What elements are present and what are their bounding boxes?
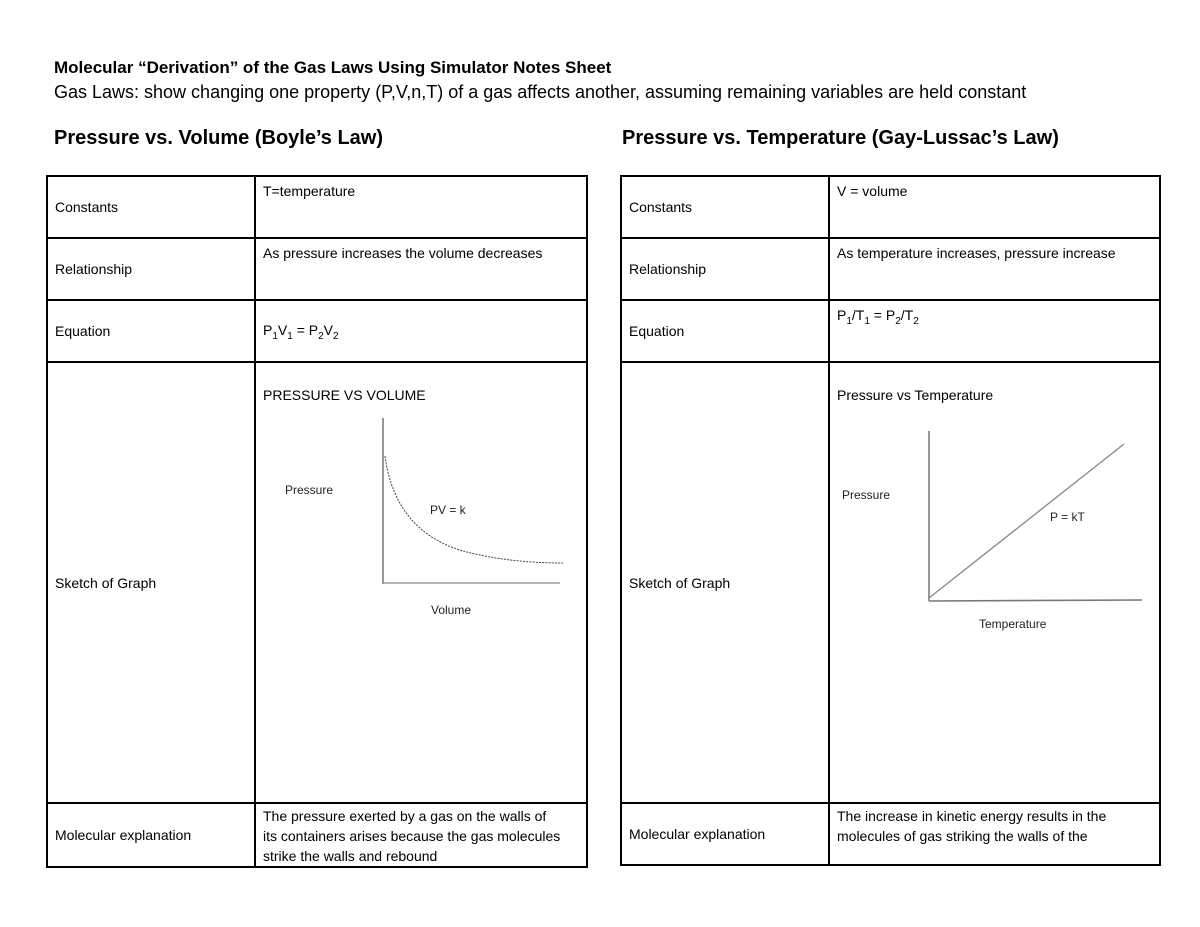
explanation-line: strike the walls and rebound [263, 848, 438, 864]
explanation-value [255, 803, 587, 867]
equation-label: Equation [621, 300, 829, 362]
equation-part: P [263, 321, 273, 338]
equation-subscript: 1 [272, 330, 278, 342]
constants-value: V = volume [829, 176, 1160, 238]
graph-label: Sketch of Graph [621, 362, 829, 803]
constants-row [47, 176, 587, 238]
graph-title: PRESSURE VS VOLUME [263, 387, 426, 403]
explanation-line: The pressure exerted by a gas on the walls of [263, 808, 547, 824]
equation-row [621, 300, 1160, 362]
relationship-value: As pressure increases the volume decreases [255, 238, 587, 300]
curve-label: P = kT [1050, 510, 1085, 524]
graph-row [47, 362, 587, 803]
equation-part: /T [900, 307, 914, 323]
constants-row [621, 176, 1160, 238]
equation-part: /T [851, 307, 865, 323]
constants-label: Constants [47, 176, 255, 238]
equation-value [829, 300, 1160, 362]
explanation-value [829, 803, 1160, 865]
explanation-label: Molecular explanation [621, 803, 829, 865]
boyle-graph-sketch [263, 406, 583, 666]
equation-subscript: 2 [895, 316, 901, 327]
equation-part: V [323, 321, 334, 338]
equation-part: = P [292, 321, 319, 338]
explanation-row [47, 803, 587, 867]
graph-cell [255, 362, 587, 803]
pt-line [929, 444, 1124, 598]
relationship-label: Relationship [47, 238, 255, 300]
equation-value [255, 300, 587, 362]
constants-value: T=temperature [255, 176, 587, 238]
equation-row [47, 300, 587, 362]
x-axis-label: Volume [431, 603, 472, 617]
graph-row [621, 362, 1160, 803]
equation-subscript: 2 [333, 330, 339, 342]
explanation-label: Molecular explanation [47, 803, 255, 867]
gay-lussac-graph-sketch [837, 406, 1157, 676]
equation-subscript: 2 [913, 316, 919, 327]
relationship-row [47, 238, 587, 300]
curve-label: PV = k [430, 503, 466, 517]
relationship-value: As temperature increases, pressure increase [829, 238, 1160, 300]
gay-lussac-notes-table [620, 175, 1161, 866]
explanation-line: The increase in kinetic energy results in the [837, 808, 1107, 824]
equation-part: V [277, 321, 288, 338]
gay-lussac-section-heading: Pressure vs. Temperature (Gay-Lussac’s Law) [622, 127, 1059, 149]
equation-label: Equation [47, 300, 255, 362]
explanation-row [621, 803, 1160, 865]
relationship-label: Relationship [621, 238, 829, 300]
equation-subscript: 2 [318, 330, 324, 342]
x-axis [929, 600, 1142, 601]
equation-subscript: 1 [864, 316, 870, 327]
graph-cell [829, 362, 1160, 803]
boyle-notes-table [46, 175, 588, 868]
equation-part: P [837, 307, 847, 323]
document-title: Molecular “Derivation” of the Gas Laws Using Simulator Notes Sheet [54, 58, 612, 77]
boyle-section-heading: Pressure vs. Volume (Boyle’s Law) [54, 127, 384, 149]
equation-subscript: 1 [287, 330, 293, 342]
x-axis-label: Temperature [979, 617, 1047, 631]
y-axis-label: Pressure [285, 483, 334, 497]
y-axis-label: Pressure [842, 488, 891, 502]
graph-title: Pressure vs Temperature [837, 387, 994, 403]
pv-curve [385, 456, 563, 563]
relationship-row [621, 238, 1160, 300]
equation-subscript: 1 [846, 316, 852, 327]
equation-part: = P [869, 307, 896, 323]
explanation-line: its containers arises because the gas molecules [263, 828, 561, 844]
explanation-line: molecules of gas striking the walls of the [837, 828, 1088, 844]
constants-label: Constants [621, 176, 829, 238]
document-subtitle: Gas Laws: show changing one property (P,V,n,T) of a gas affects another, assuming remaining variables are held constant [54, 82, 1027, 102]
graph-label: Sketch of Graph [47, 362, 255, 803]
